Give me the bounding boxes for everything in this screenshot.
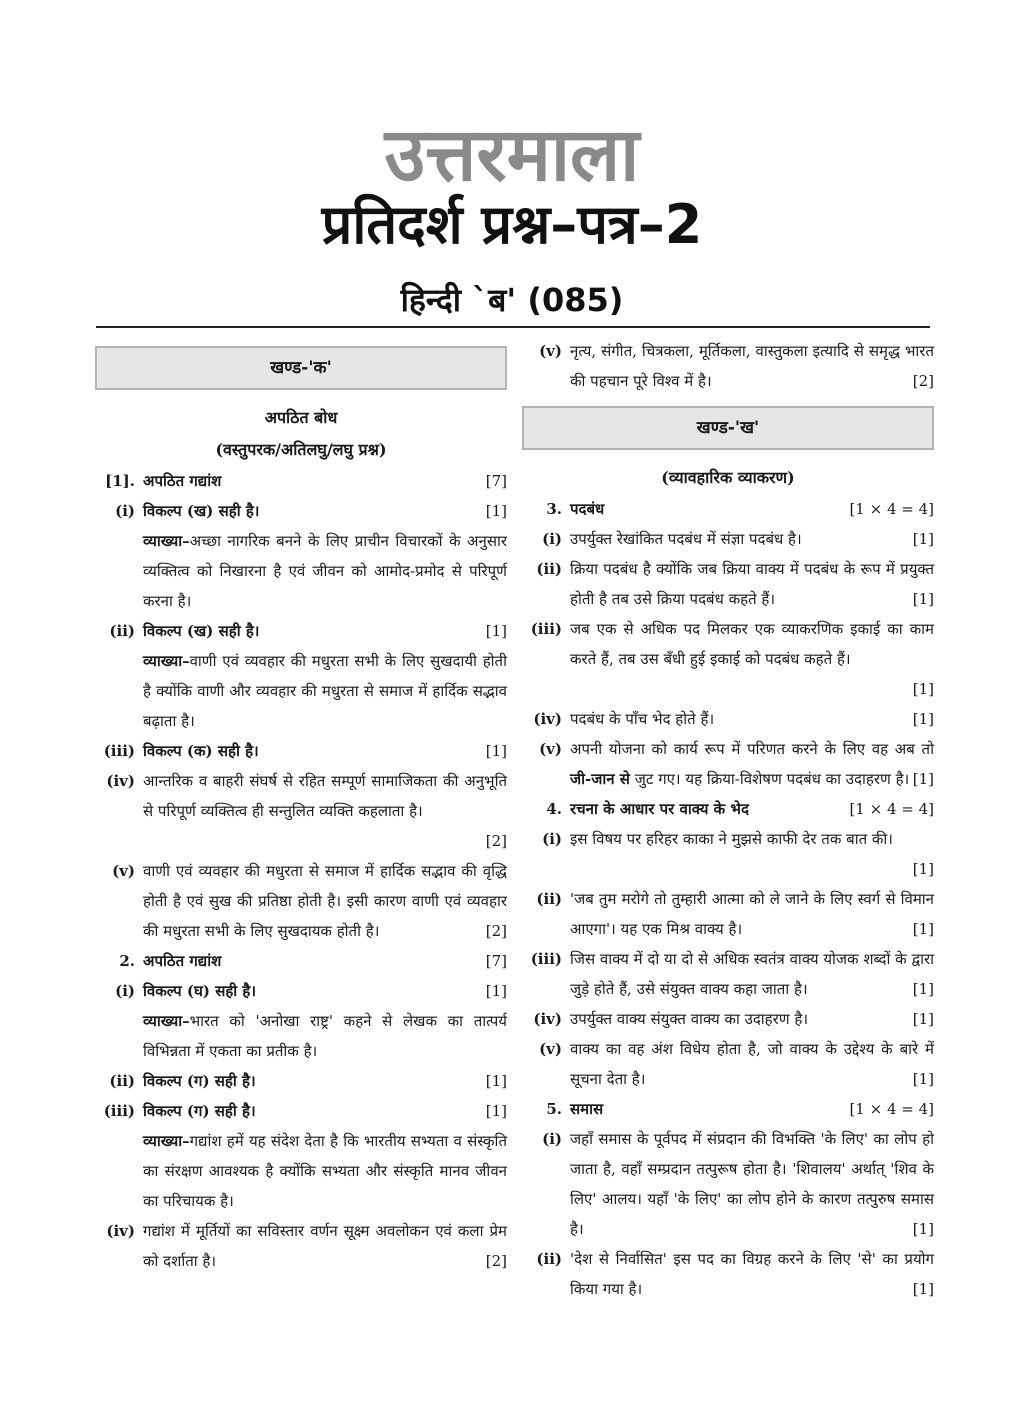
answer-3-v bbox=[522, 734, 934, 794]
section-ka-box bbox=[95, 346, 507, 390]
header-divider bbox=[96, 326, 930, 328]
question-3 bbox=[522, 494, 934, 524]
answer-number: (v) bbox=[539, 740, 562, 758]
question-label: अपठित गद्यांश bbox=[143, 952, 222, 970]
answer-option: विकल्प (ग) सही है। bbox=[143, 1102, 256, 1120]
answer-text: आन्तरिक व बाहरी संघर्ष से रहित सम्पूर्ण सामाजिकता की अनुभूति से परिपूर्ण व्यक्तित्व ही सन्तुलित व्यक्ति कहलाता है। bbox=[143, 772, 507, 820]
section-heading: अपठित बोध bbox=[264, 408, 338, 427]
answer-text: पदबंध के पाँच भेद होते हैं। bbox=[570, 710, 715, 728]
answer-number: (ii) bbox=[109, 1072, 135, 1090]
marks: [1] bbox=[912, 1220, 934, 1238]
marks: [7] bbox=[485, 952, 507, 970]
answer-option: विकल्प (क) सही है। bbox=[143, 742, 259, 760]
marks: [1] bbox=[912, 680, 934, 698]
marks: [1] bbox=[912, 530, 934, 548]
explanation-label: व्याख्या– bbox=[143, 1012, 190, 1030]
answer-number: (i) bbox=[542, 1130, 562, 1148]
explanation-label: व्याख्या– bbox=[143, 652, 190, 670]
answer-4-v bbox=[522, 1034, 934, 1094]
question-1 bbox=[95, 466, 507, 496]
marks: [1] bbox=[485, 1102, 507, 1120]
marks: [1] bbox=[912, 1280, 934, 1298]
answer-number: (iv) bbox=[106, 1222, 135, 1240]
marks: [1] bbox=[912, 860, 934, 878]
section-title: खण्ड-'क' bbox=[270, 358, 332, 378]
answer-number: (iii) bbox=[530, 950, 562, 968]
answer-text: 'जब तुम मरोगे तो तुम्हारी आत्मा को ले जाने के लिए स्वर्ग से विमान आएगा'। यह एक मिश्र वाक्य है। bbox=[570, 890, 934, 938]
answer-4-iii bbox=[522, 944, 934, 1004]
paper-title: प्रतिदर्श प्रश्न–पत्र–2 bbox=[321, 193, 703, 256]
marks: [1] bbox=[912, 710, 934, 728]
question-number: 2. bbox=[119, 952, 135, 970]
explanation-text: वाणी एवं व्यवहार की मधुरता सभी के लिए सुखदायी होती है क्योंकि वाणी और व्यवहार की मधुरता से समाज में हार्दिक सद्भाव बढ़ाता है। bbox=[143, 652, 507, 730]
answer-text: उपर्युक्त रेखांकित पदबंध में संज्ञा पदबंध है। bbox=[570, 530, 802, 548]
answer-4-iv bbox=[522, 1004, 934, 1034]
answer-2-v bbox=[522, 336, 934, 396]
answer-text-cont: जुट गए। यह क्रिया-विशेषण पदबंध का उदाहरण है। bbox=[634, 770, 910, 788]
subject-title: हिन्दी `ब' (085) bbox=[400, 281, 624, 319]
answer-number: (v) bbox=[539, 342, 562, 360]
marks: [1] bbox=[485, 1072, 507, 1090]
answer-number: (iv) bbox=[106, 772, 135, 790]
answer-2-iii bbox=[95, 1096, 507, 1216]
marks: [1 × 4 = 4] bbox=[849, 500, 934, 518]
answer-text: अपनी योजना को कार्य रूप में परिणत करने के लिए वह अब तो bbox=[570, 740, 934, 758]
answer-3-iii bbox=[522, 614, 934, 704]
question-number: [1]. bbox=[105, 472, 135, 490]
marks: [2] bbox=[485, 1252, 507, 1270]
explanation-label: व्याख्या– bbox=[143, 532, 190, 550]
answer-text: वाणी एवं व्यवहार की मधुरता से समाज में हार्दिक सद्भाव की वृद्धि होती है एवं सुख की प्रतिष्ठा होती है। इसी कारण वाणी एवं व्यवहार की मधुरता सभी के लिए सुखदायक होती है। bbox=[143, 862, 507, 940]
explanation-text: गद्यांश हमें यह संदेश देता है कि भारतीय सभ्यता व संस्कृति का संरक्षण आवश्यक है क्योंकि सभ्यता और संस्कृति मानव जीवन का परिचायक है। bbox=[143, 1132, 507, 1210]
section-subheading: (वस्तुपरक/अतिलघु/लघु प्रश्न) bbox=[215, 440, 387, 459]
question-4 bbox=[522, 794, 934, 824]
answer-number: (v) bbox=[539, 1040, 562, 1058]
question-5 bbox=[522, 1094, 934, 1124]
answer-number: (i) bbox=[115, 982, 135, 1000]
answer-text: नृत्य, संगीत, चित्रकला, मूर्तिकला, वास्तुकला इत्यादि से समृद्ध भारत की पहचान पूरे विश्व में है। bbox=[570, 342, 934, 390]
marks: [1] bbox=[485, 742, 507, 760]
answer-5-ii bbox=[522, 1244, 934, 1304]
answer-3-i bbox=[522, 524, 934, 554]
answer-text: जिस वाक्य में दो या दो से अधिक स्वतंत्र वाक्य योजक शब्दों के द्वारा जुड़े होते हैं, उसे संयुक्त वाक्य कहा जाता है। bbox=[570, 950, 934, 998]
answer-4-ii bbox=[522, 884, 934, 944]
answer-1-v bbox=[95, 856, 507, 946]
answer-3-iv bbox=[522, 704, 934, 734]
answer-number: (ii) bbox=[536, 1250, 562, 1268]
answer-option: विकल्प (ग) सही है। bbox=[143, 1072, 256, 1090]
section-heading: (व्यावहारिक व्याकरण) bbox=[661, 468, 795, 487]
left-column bbox=[95, 336, 507, 1276]
answer-text: इस विषय पर हरिहर काका ने मुझसे काफी देर तक बात की। bbox=[570, 830, 893, 848]
answer-2-i bbox=[95, 976, 507, 1066]
marks: [1] bbox=[485, 982, 507, 1000]
answer-1-iii bbox=[95, 736, 507, 766]
explanation-label: व्याख्या– bbox=[143, 1132, 190, 1150]
answer-number: (iii) bbox=[530, 620, 562, 638]
answer-number: (iii) bbox=[103, 1102, 135, 1120]
marks: [7] bbox=[485, 472, 507, 490]
answer-1-i bbox=[95, 496, 507, 616]
question-number: 3. bbox=[546, 500, 562, 518]
section-kha-box bbox=[522, 406, 934, 450]
answer-option: विकल्प (घ) सही है। bbox=[143, 982, 257, 1000]
answer-3-ii bbox=[522, 554, 934, 614]
marks: [1] bbox=[912, 590, 934, 608]
answer-number: (i) bbox=[542, 830, 562, 848]
answer-number: (ii) bbox=[536, 890, 562, 908]
answer-text: उपर्युक्त वाक्य संयुक्त वाक्य का उदाहरण है। bbox=[570, 1010, 809, 1028]
marks: [1] bbox=[912, 980, 934, 998]
marks: [1] bbox=[912, 920, 934, 938]
highlighted-phrase: जी-जान से bbox=[570, 770, 630, 788]
marks: [1 × 4 = 4] bbox=[849, 800, 934, 818]
answer-number: (iii) bbox=[103, 742, 135, 760]
explanation-text: भारत को 'अनोखा राष्ट्र' कहने से लेखक का तात्पर्य विभिन्नता में एकता का प्रतीक है। bbox=[143, 1012, 507, 1060]
answer-option: विकल्प (ख) सही है। bbox=[143, 622, 260, 640]
question-label: अपठित गद्यांश bbox=[143, 472, 222, 490]
answer-number: (v) bbox=[112, 862, 135, 880]
marks: [2] bbox=[912, 372, 934, 390]
answer-number: (iv) bbox=[533, 1010, 562, 1028]
answer-text: वाक्य का वह अंश विधेय होता है, जो वाक्य के उद्देश्य के बारे में सूचना देता है। bbox=[570, 1040, 934, 1088]
marks: [1] bbox=[912, 1010, 934, 1028]
answer-2-ii bbox=[95, 1066, 507, 1096]
marks: [1] bbox=[485, 502, 507, 520]
answer-text: 'देश से निर्वासित' इस पद का विग्रह करने के लिए 'से' का प्रयोग किया गया है। bbox=[570, 1250, 934, 1298]
marks: [2] bbox=[485, 832, 507, 850]
answer-5-i bbox=[522, 1124, 934, 1244]
marks: [1 × 4 = 4] bbox=[849, 1100, 934, 1118]
question-label: पदबंध bbox=[570, 500, 605, 518]
question-number: 4. bbox=[546, 800, 562, 818]
answer-1-iv bbox=[95, 766, 507, 856]
answer-number: (i) bbox=[115, 502, 135, 520]
answer-text: क्रिया पदबंध है क्योंकि जब क्रिया वाक्य में पदबंध के रूप में प्रयुक्त होती है तब उसे क्रिया पदबंध कहते हैं। bbox=[570, 560, 934, 608]
marks: [1] bbox=[912, 1070, 934, 1088]
answer-key-title: उत्तरमाला bbox=[384, 112, 640, 198]
question-number: 5. bbox=[546, 1100, 562, 1118]
question-label: समास bbox=[570, 1100, 604, 1118]
answer-number: (i) bbox=[542, 530, 562, 548]
answer-text: गद्यांश में मूर्तियों का सविस्तार वर्णन सूक्ष्म अवलोकन एवं कला प्रेम को दर्शाता है। bbox=[143, 1222, 507, 1270]
marks: [2] bbox=[485, 922, 507, 940]
answer-text: जब एक से अधिक पद मिलकर एक व्याकरणिक इकाई का काम करते हैं, तब उस बँधी हुई इकाई को पदबंध कहते हैं। bbox=[570, 620, 934, 668]
marks: [1] bbox=[912, 770, 934, 788]
answer-text: जहाँ समास के पूर्वपद में संप्रदान की विभक्ति 'के लिए' का लोप हो जाता है, वहाँ सम्प्रदान तत्पुरूष होता है। 'शिवालय' अर्थात् 'शिव के लिए' आलय। यहाँ 'के लिए' का लोप होने के कारण तत्पुरुष समास है। bbox=[570, 1130, 934, 1238]
right-column bbox=[522, 336, 934, 1304]
answer-number: (iv) bbox=[533, 710, 562, 728]
section-title: खण्ड-'ख' bbox=[696, 418, 760, 438]
answer-4-i bbox=[522, 824, 934, 884]
question-label: रचना के आधार पर वाक्य के भेद bbox=[570, 800, 749, 818]
answer-1-ii bbox=[95, 616, 507, 736]
marks: [1] bbox=[485, 622, 507, 640]
question-2 bbox=[95, 946, 507, 976]
answer-option: विकल्प (ख) सही है। bbox=[143, 502, 260, 520]
answer-number: (ii) bbox=[109, 622, 135, 640]
answer-2-iv bbox=[95, 1216, 507, 1276]
explanation-text: अच्छा नागरिक बनने के लिए प्राचीन विचारकों के अनुसार व्यक्तित्व को निखारना है एवं जीवन को आमोद-प्रमोद से परिपूर्ण करना है। bbox=[143, 532, 507, 610]
answer-number: (ii) bbox=[536, 560, 562, 578]
